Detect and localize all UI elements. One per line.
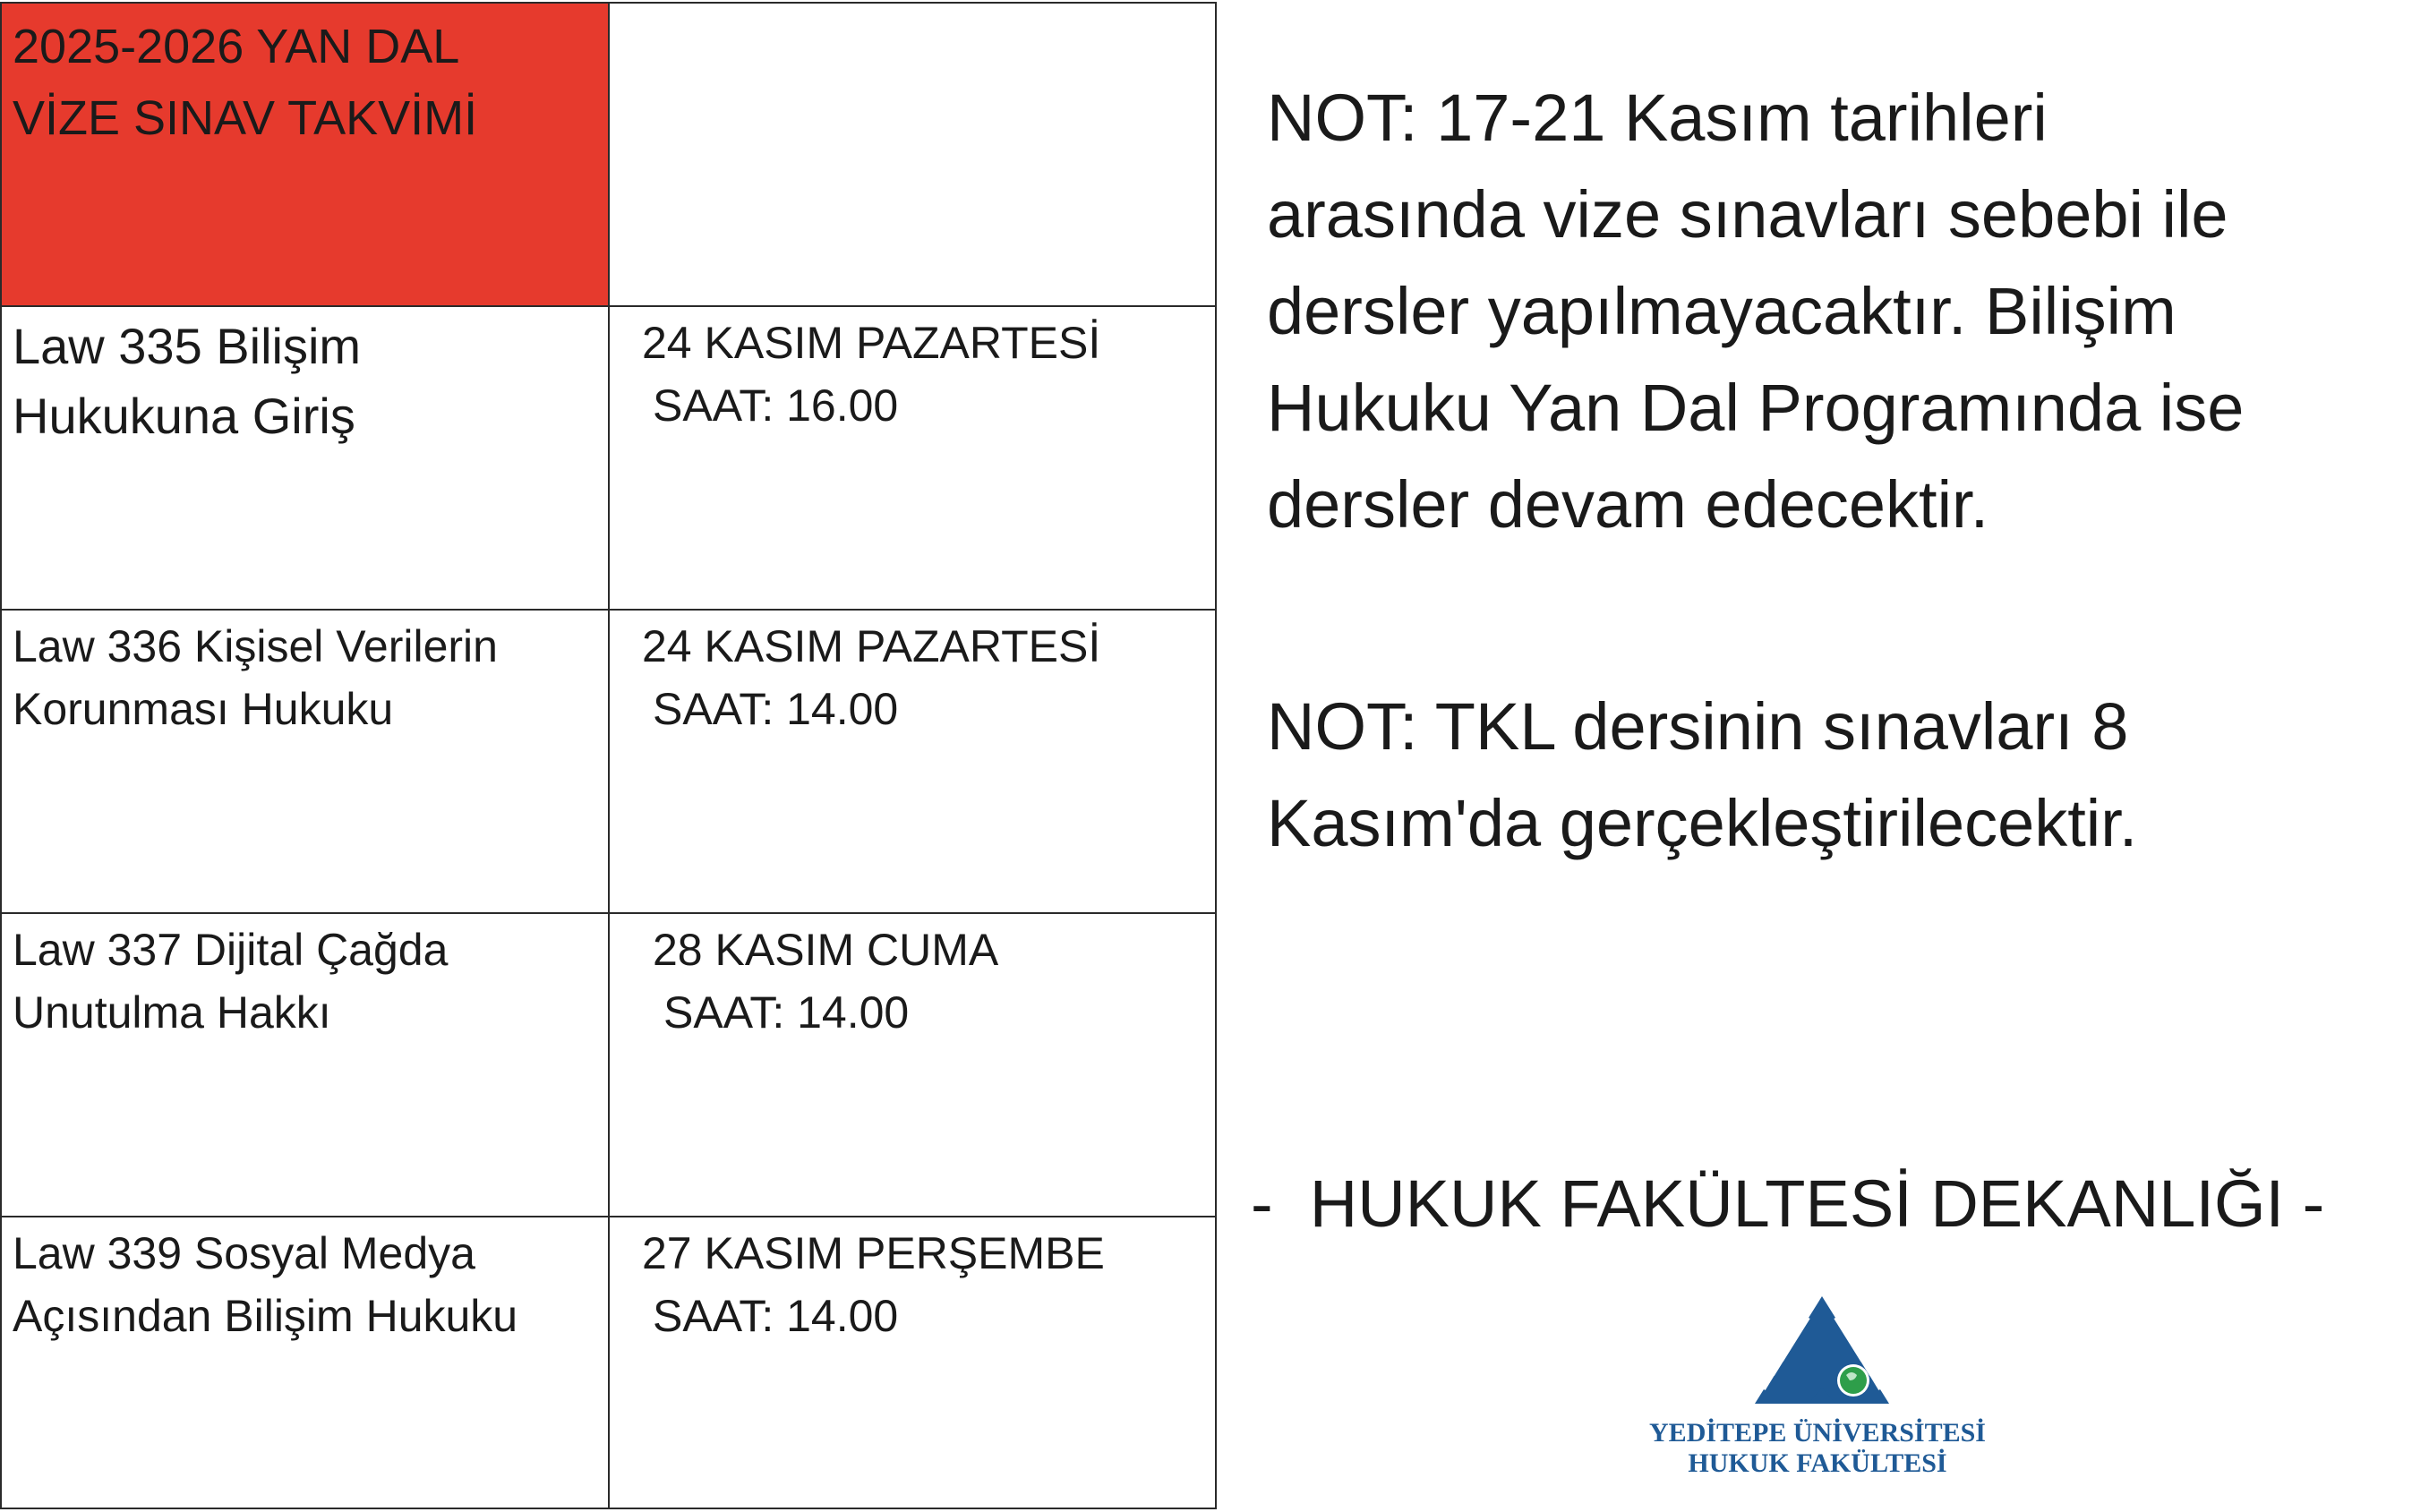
exam-time: SAAT: 14.00 [653, 1291, 899, 1341]
table-title-line1: 2025-2026 YAN DAL [13, 20, 460, 73]
date-cell [610, 307, 1215, 609]
logo-text-faculty: HUKUK FAKÜLTESİ [1688, 1448, 1947, 1478]
date-cell [610, 1217, 1215, 1508]
note-line: dersler yapılmayacaktır. Bilişim [1267, 274, 2177, 348]
table-row [2, 611, 1215, 914]
course-cell [2, 611, 610, 912]
course-name-line1: Law 335 Bilişim [13, 318, 362, 374]
course-cell [2, 914, 610, 1216]
date-cell [610, 611, 1215, 912]
table-row [2, 1217, 1215, 1508]
note-line: dersler devam edecektir. [1267, 467, 1989, 542]
course-cell [2, 307, 610, 609]
table-header-row [2, 4, 1215, 307]
university-logo [1647, 1289, 1988, 1495]
note-tkl-exam [1267, 679, 2137, 872]
exam-time: SAAT: 16.00 [653, 380, 899, 431]
note-exam-week [1267, 70, 2244, 553]
exam-date: 28 KASIM CUMA [653, 925, 999, 975]
table-header-title-cell [2, 4, 610, 305]
logo-text-university: YEDİTEPE ÜNİVERSİTESİ [1649, 1418, 1986, 1448]
course-name-line2: Unutulma Hakkı [13, 987, 331, 1038]
table-row [2, 914, 1215, 1217]
table-row [2, 307, 1215, 611]
note-line: arasında vize sınavları sebebi ile [1267, 177, 2228, 252]
course-name-line2: Korunması Hukuku [13, 684, 394, 734]
date-cell [610, 914, 1215, 1216]
course-name-line2: Hukukuna Giriş [13, 388, 355, 444]
course-name-line1: Law 339 Sosyal Medya [13, 1228, 475, 1278]
exam-date: 24 KASIM PAZARTESİ [642, 621, 1101, 671]
course-cell [2, 1217, 610, 1508]
signature-dean-office: - HUKUK FAKÜLTESİ DEKANLIĞI - [1251, 1166, 2325, 1241]
globe-icon [1837, 1364, 1869, 1397]
exam-time: SAAT: 14.00 [653, 684, 899, 734]
note-line: NOT: TKL dersinin sınavları 8 [1267, 689, 2129, 764]
table-header-empty-cell [610, 4, 1215, 305]
exam-time: SAAT: 14.00 [663, 987, 910, 1038]
note-line: Kasım'da gerçekleştirilecektir. [1267, 786, 2138, 860]
exam-date: 24 KASIM PAZARTESİ [642, 318, 1101, 368]
course-name-line2: Açısından Bilişim Hukuku [13, 1291, 518, 1341]
triangle-mark [1755, 1296, 1889, 1404]
logo-graphic [1647, 1289, 1988, 1495]
exam-schedule-table [0, 2, 1217, 1509]
course-name-line1: Law 337 Dijital Çağda [13, 925, 449, 975]
note-line: NOT: 17-21 Kasım tarihleri [1267, 81, 2048, 155]
note-line: Hukuku Yan Dal Programında ise [1267, 371, 2245, 445]
course-name-line1: Law 336 Kişisel Verilerin [13, 621, 498, 671]
table-title-line2: VİZE SINAV TAKVİMİ [13, 91, 478, 145]
exam-date: 27 KASIM PERŞEMBE [642, 1228, 1105, 1278]
